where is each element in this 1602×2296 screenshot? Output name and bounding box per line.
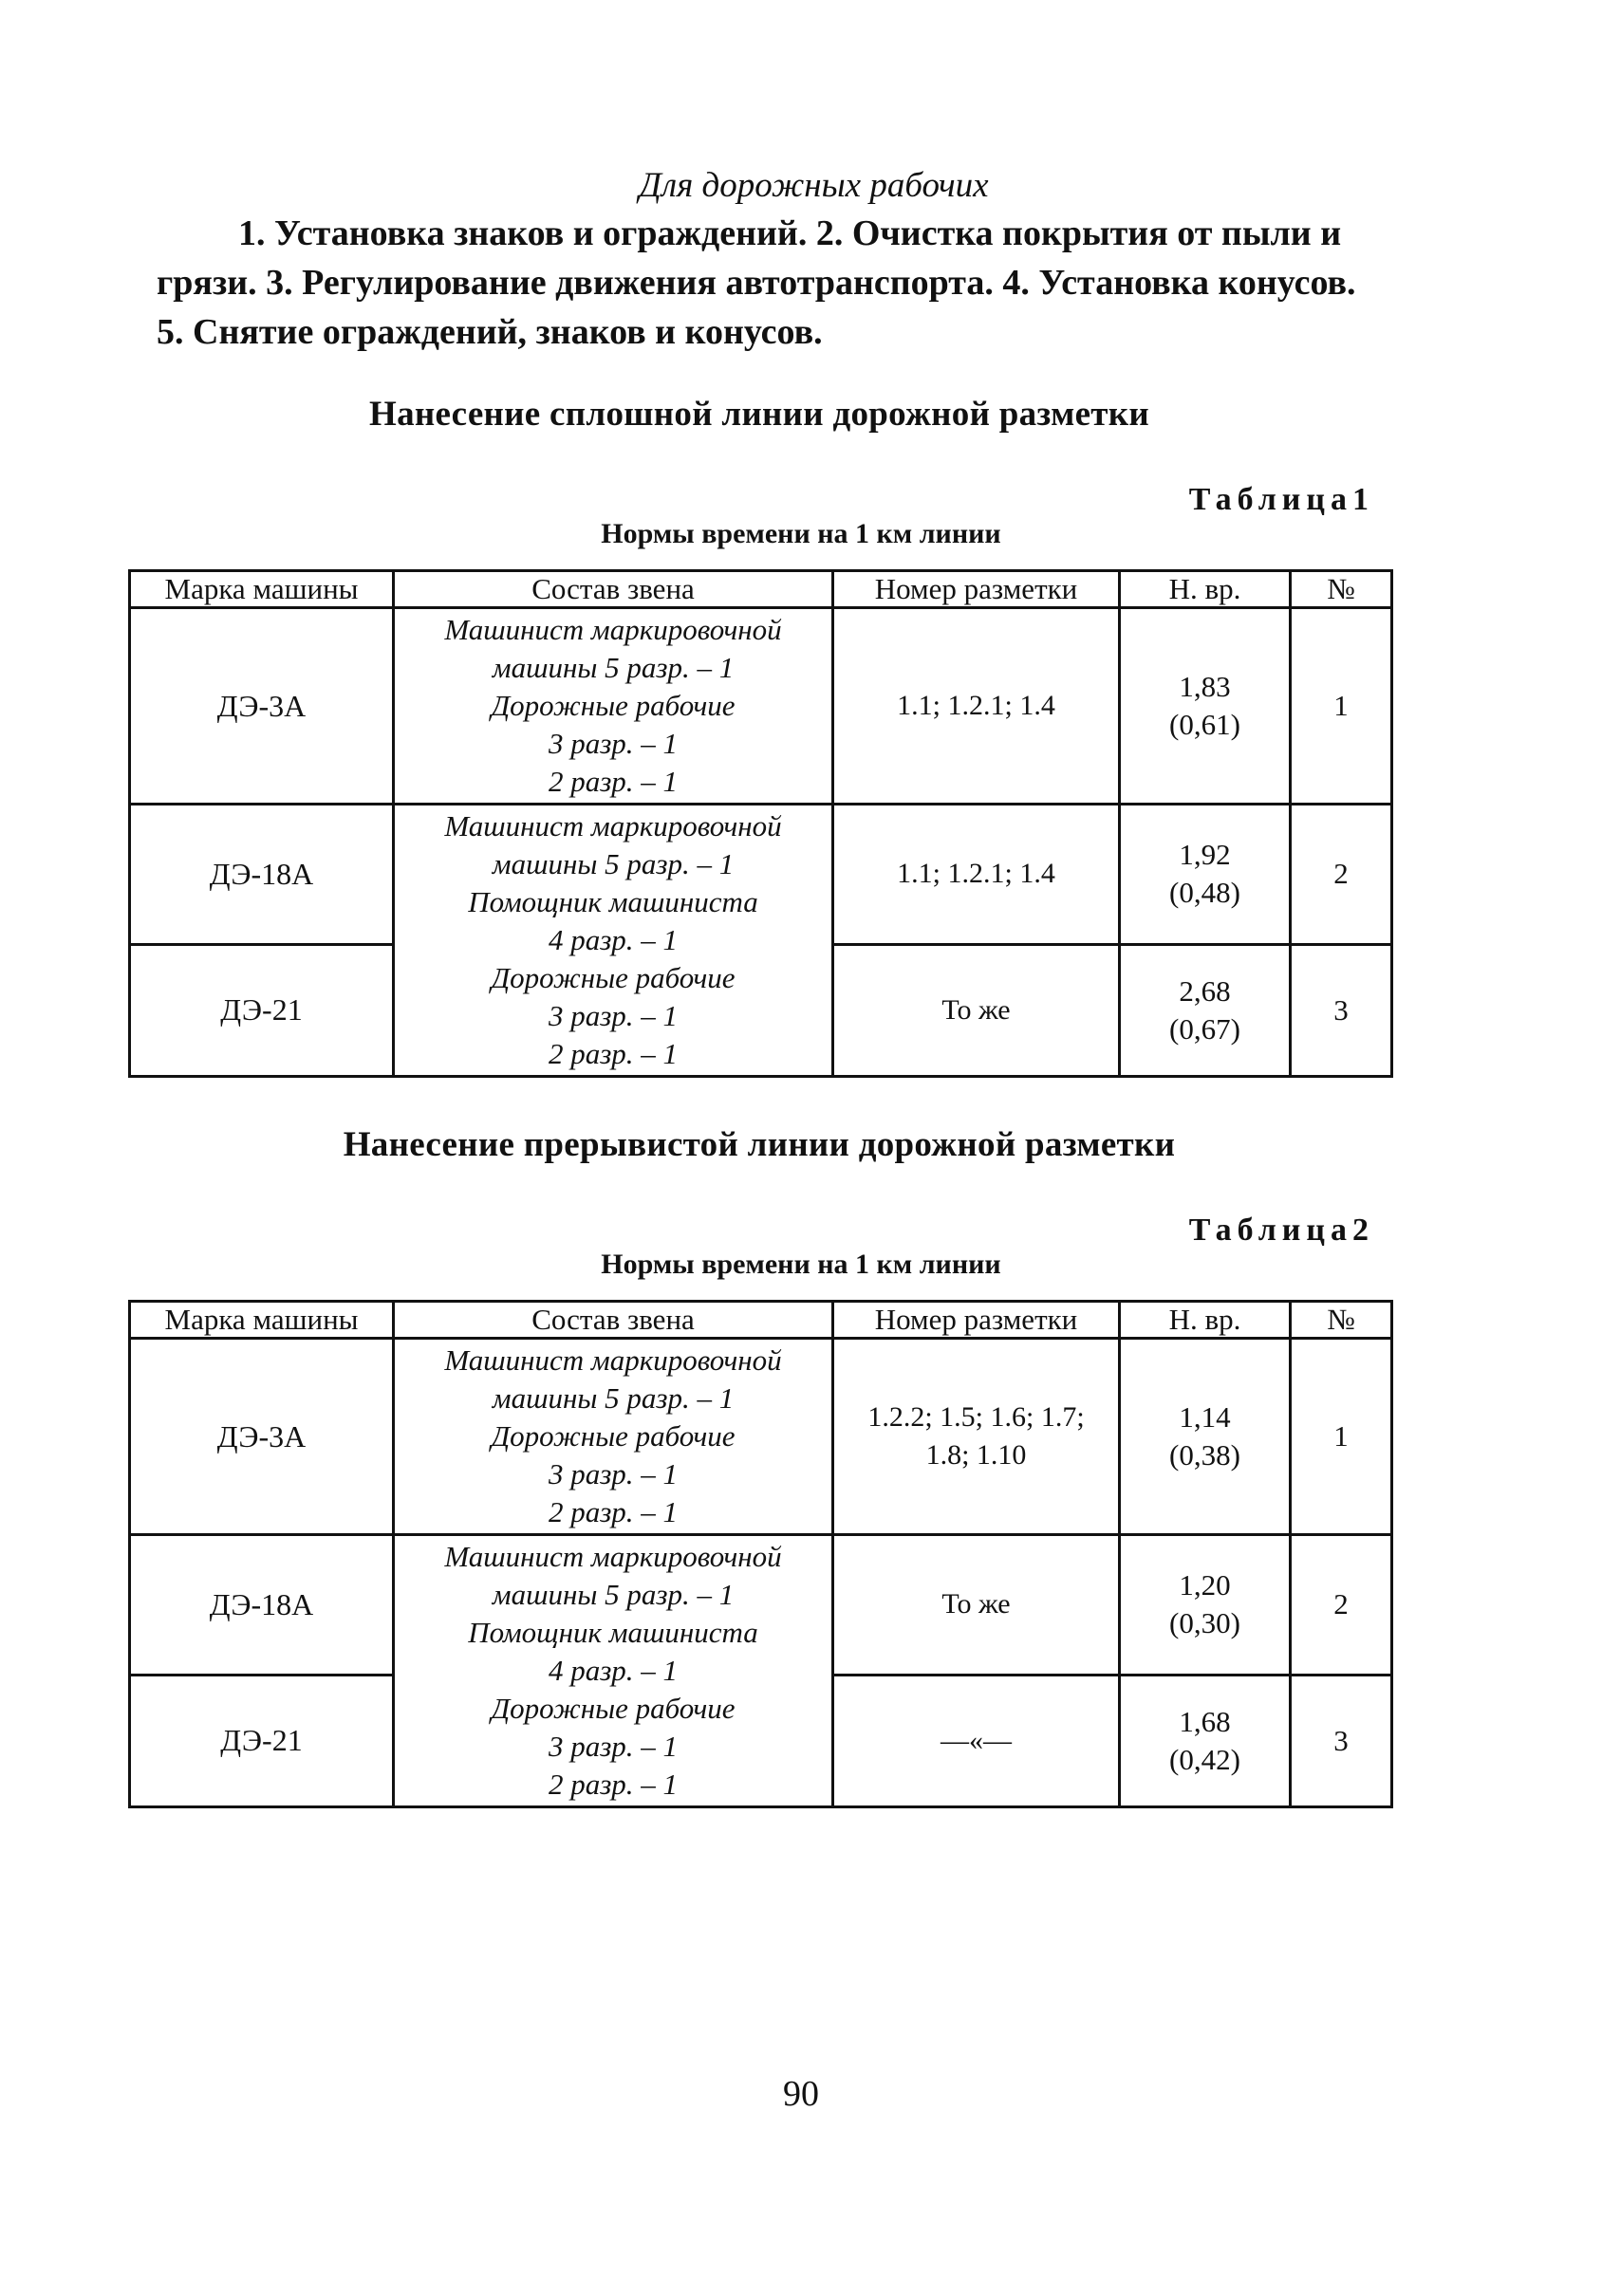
crew-line: Машинист маркировочной — [444, 1343, 782, 1377]
time-secondary: (0,30) — [1169, 1606, 1240, 1640]
machine-cell: ДЭ-3А — [130, 608, 394, 805]
crew-line: Дорожные рабочие — [491, 1692, 736, 1725]
header-number: № — [1291, 571, 1392, 608]
marking-cell — [833, 1675, 1120, 1806]
number-cell: 1 — [1291, 1339, 1392, 1535]
marking-line: 1.8; 1.10 — [925, 1439, 1027, 1471]
header-marking: Номер разметки — [833, 571, 1120, 608]
marking-cell — [833, 1535, 1120, 1676]
machine-cell: ДЭ-18А — [130, 1535, 394, 1676]
crew-line: Машинист маркировочной — [444, 1540, 782, 1573]
intro-line-3: 5. Снятие ограждений, знаков и конусов. — [157, 312, 823, 352]
crew-line: 2 разр. – 1 — [548, 1495, 679, 1528]
crew-line: машины 5 разр. – 1 — [492, 1578, 735, 1611]
machine-cell: ДЭ-21 — [130, 944, 394, 1076]
table-2-caption: Нормы времени на 1 км линии — [601, 1249, 1001, 1280]
crew-line: 4 разр. – 1 — [548, 1654, 679, 1687]
marking-line: 1.1; 1.2.1; 1.4 — [897, 690, 1055, 721]
crew-line: Дорожные рабочие — [491, 1419, 736, 1453]
crew-line: 3 разр. – 1 — [548, 727, 679, 760]
table-2-header-row — [130, 1302, 1392, 1339]
crew-line: 3 разр. – 1 — [548, 999, 679, 1032]
table-2-label: Таблица2 — [1188, 1213, 1374, 1248]
table-1-label: Таблица1 — [1188, 482, 1374, 517]
header-machine: Марка машины — [130, 571, 394, 608]
marking-line: То же — [941, 993, 1011, 1026]
intro-heading: Для дорожных рабочих — [639, 166, 989, 205]
crew-line: Помощник машиниста — [468, 1616, 758, 1649]
machine-cell: ДЭ-3А — [130, 1339, 394, 1535]
time-cell — [1120, 1535, 1291, 1676]
time-value: 1,14 — [1179, 1400, 1231, 1434]
crew-cell-shared — [394, 805, 833, 1077]
header-crew: Состав звена — [394, 571, 833, 608]
time-cell — [1120, 1675, 1291, 1806]
machine-cell: ДЭ-21 — [130, 1675, 394, 1806]
header-crew: Состав звена — [394, 1302, 833, 1339]
header-marking: Номер разметки — [833, 1302, 1120, 1339]
time-value: 1,20 — [1179, 1568, 1231, 1602]
marking-cell — [833, 805, 1120, 945]
time-value: 1,92 — [1179, 838, 1231, 872]
marking-line: 1.1; 1.2.1; 1.4 — [897, 858, 1055, 890]
crew-line: машины 5 разр. – 1 — [492, 847, 735, 880]
crew-cell-shared — [394, 1535, 833, 1807]
crew-line: 3 разр. – 1 — [548, 1730, 679, 1763]
time-secondary: (0,42) — [1169, 1742, 1240, 1776]
time-cell — [1120, 805, 1291, 945]
table-1 — [128, 569, 1393, 1078]
marking-cell — [833, 944, 1120, 1076]
crew-line: 3 разр. – 1 — [548, 1457, 679, 1491]
crew-line: 2 разр. – 1 — [548, 1037, 679, 1070]
crew-line: Дорожные рабочие — [491, 689, 736, 722]
intro-line-1: 1. Установка знаков и ограждений. 2. Очистка покрытия от пыли и — [238, 213, 1342, 253]
table-1-caption: Нормы времени на 1 км линии — [601, 518, 1001, 549]
crew-line: 4 разр. – 1 — [548, 923, 679, 956]
table-row — [130, 805, 1392, 945]
marking-cell — [833, 608, 1120, 805]
table-row — [130, 1535, 1392, 1676]
marking-line: —«— — [941, 1724, 1012, 1756]
page-number: 90 — [783, 2074, 819, 2114]
machine-cell: ДЭ-18А — [130, 805, 394, 945]
crew-cell — [394, 1339, 833, 1535]
table-2 — [128, 1300, 1393, 1808]
crew-cell — [394, 608, 833, 805]
marking-line: 1.2.2; 1.5; 1.6; 1.7; — [867, 1401, 1085, 1433]
crew-line: Машинист маркировочной — [444, 613, 782, 646]
crew-line: машины 5 разр. – 1 — [492, 1381, 735, 1415]
crew-line: машины 5 разр. – 1 — [492, 651, 735, 684]
time-value: 1,83 — [1179, 670, 1231, 703]
crew-line: Машинист маркировочной — [444, 809, 782, 842]
time-value: 2,68 — [1179, 973, 1231, 1008]
section-1-title: Нанесение сплошной линии дорожной разметки — [368, 395, 1150, 434]
marking-cell — [833, 1339, 1120, 1535]
marking-line: То же — [941, 1588, 1011, 1620]
intro-line-2: грязи. 3. Регулирование движения автотранспорта. 4. Установка конусов. — [157, 263, 1356, 303]
time-secondary: (0,67) — [1169, 1011, 1240, 1046]
time-secondary: (0,61) — [1169, 708, 1240, 741]
intro-block — [157, 163, 1376, 357]
time-secondary: (0,38) — [1169, 1438, 1240, 1472]
crew-line: Помощник машиниста — [468, 885, 758, 918]
time-cell — [1120, 1339, 1291, 1535]
time-secondary: (0,48) — [1169, 876, 1240, 910]
number-cell: 2 — [1291, 1535, 1392, 1676]
crew-line: Дорожные рабочие — [491, 961, 736, 994]
crew-line: 2 разр. – 1 — [548, 765, 679, 798]
time-value: 1,68 — [1179, 1704, 1231, 1738]
table-1-header-row — [130, 571, 1392, 608]
header-number: № — [1291, 1302, 1392, 1339]
header-machine: Марка машины — [130, 1302, 394, 1339]
section-2-title: Нанесение прерывистой линии дорожной разметки — [343, 1125, 1176, 1164]
header-time: Н. вр. — [1120, 1302, 1291, 1339]
number-cell: 2 — [1291, 805, 1392, 945]
number-cell: 3 — [1291, 944, 1392, 1076]
table-row — [130, 1339, 1392, 1535]
table-row — [130, 608, 1392, 805]
time-cell — [1120, 944, 1291, 1076]
number-cell: 1 — [1291, 608, 1392, 805]
header-time: Н. вр. — [1120, 571, 1291, 608]
crew-line: 2 разр. – 1 — [548, 1768, 679, 1801]
number-cell: 3 — [1291, 1675, 1392, 1806]
time-cell — [1120, 608, 1291, 805]
